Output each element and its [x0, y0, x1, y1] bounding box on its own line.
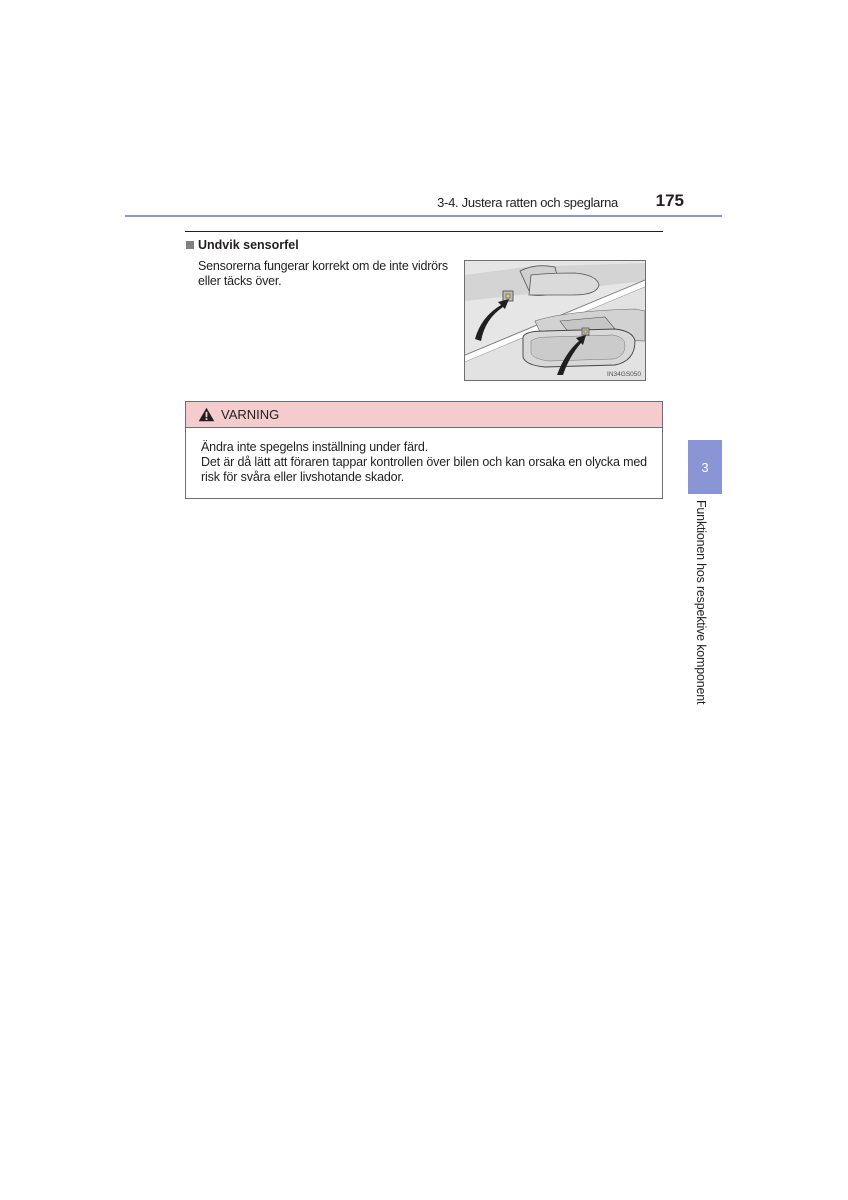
warning-line-2: Det är då lätt att föraren tappar kontrollen över bilen och kan orsaka en olycka med risk för svåra eller livshotande skador.: [201, 455, 647, 484]
running-header-title: 3-4. Justera ratten och speglarna: [437, 195, 618, 210]
section-heading: [186, 238, 299, 252]
warning-body: [186, 428, 662, 485]
chapter-title-vertical: Funktionen hos respektive komponent: [694, 500, 708, 705]
chapter-number-tab: 3: [688, 440, 722, 494]
header-rule: [125, 215, 722, 217]
section-heading-text: Undvik sensorfel: [198, 238, 299, 252]
mirror-illustration-svg: [465, 261, 645, 380]
warning-line-1: Ändra inte spegelns inställning under färd.: [201, 440, 429, 454]
bullet-square-icon: [186, 241, 194, 249]
warning-box: [185, 401, 663, 499]
warning-triangle-icon: [198, 407, 215, 422]
warning-header: [186, 402, 662, 428]
warning-title: VARNING: [221, 407, 280, 422]
section-body-text: Sensorerna fungerar korrekt om de inte vidrörs eller täcks över.: [198, 259, 448, 288]
page-number: 175: [655, 191, 684, 210]
mirror-sensor-illustration: [464, 260, 646, 381]
figure-code: IN34GS050: [607, 371, 641, 378]
section-divider: [185, 231, 663, 232]
